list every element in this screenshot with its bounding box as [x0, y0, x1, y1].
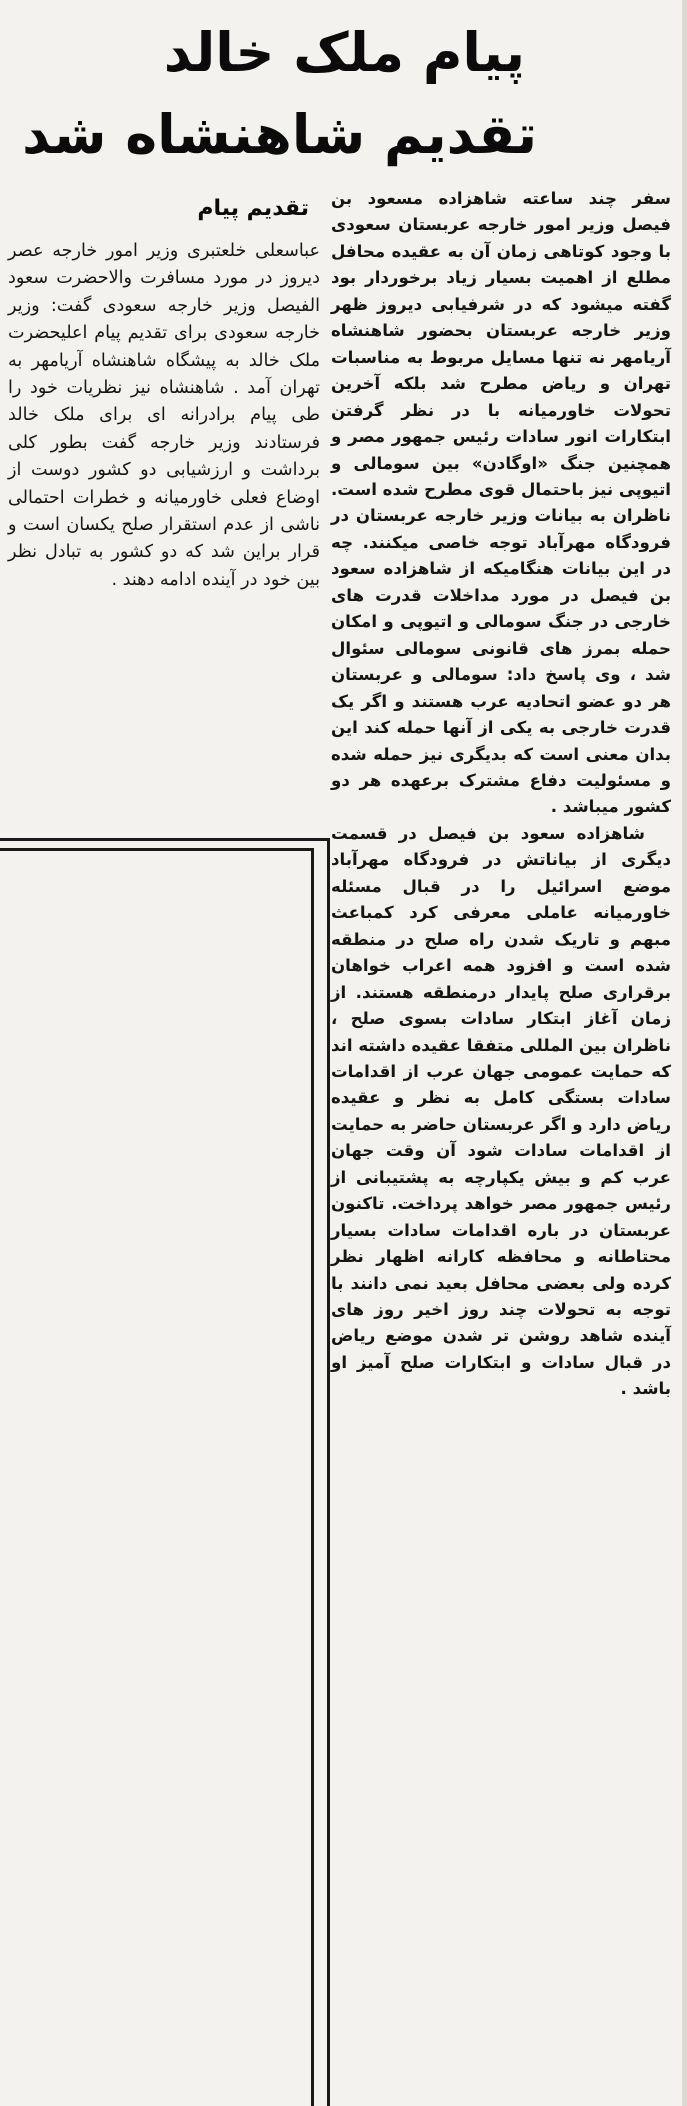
- main-article-column: [331, 186, 671, 1403]
- main-article-paragraph-2: شاهزاده سعود بن فیصل در قسمت دیگری از بیاناتش در فرودگاه مهرآباد موضع اسرائیل را در قبال مسئله خاورمیانه عاملی معرفی کرد کمباعث مبهم و تاریک شدن راه صلح در منطقه شده است و افزود همه اعراب خواهان برقراری صلح پایدار درمنطقه هستند. از زمان آغاز ابتکار سادات بسوی صلح ، ناظران بین المللی متفقا عقیده داشته اند که حمایت عمومی جهان عرب از اقدامات سادات بستگی کامل به نظر و عقیده ریاض دارد و اگر عربستان حاضر به حمایت از اقدامات سادات شود آن وقت جهان عرب کم و بیش یکپارچه به پشتیبانی از رئیس جمهور مصر خواهد پرداخت. تاکنون عربستان در باره اقدامات سادات بسیار محتاطانه و محافظه کارانه اظهار نظر کرده ولی بعضی محافل بعید نمی دانند با توجه به تحولات چند روز اخیر روز های آینده شاهد روشن تر شدن موضع ریاض در قبال سادات و ابتکارات صلح آمیز او باشد .: [331, 823, 671, 1399]
- column-divider: [327, 838, 330, 2106]
- main-article-paragraph-1: سفر چند ساعته شاهزاده مسعود بن فیصل وزیر امور خارجه عربستان سعودی با وجود کوتاهی زمان آن به عقیده محافل مطلع از اهمیت بسیار زیاد برخوردار بود گفته میشود که در شرفیابی دیروز ظهر وزیر خارجه عربستان بحضور شاهنشاه آریامهر نه تنها مسایل مربوط به مناسبات تهران و ریاض مطرح شد بلکه آخرین تحولات خاورمیانه با در نظر گرفتن ابتکارات انور سادات رئیس جمهور مصر و همچنین جنگ «اوگادن» بین سومالی و اتیوپی نیز باحتمال قوی مطرح شده است. ناظران به بیانات وزیر خارجه عربستان در فرودگاه مهرآباد توجه خاصی میکنند. چه در این بیانات هنگامیکه از شاهزاده سعود بن فیصل در مورد مداخلات قدرت های خارجی در جنگ سومالی و اتیوپی و امکان حمله بمرز های قانونی سومالی سئوال شد ، وی پاسخ داد: سومالی و عربستان هر دو عضو اتحادیه عرب هستند و اگر یک قدرت خارجی به یکی از آنها حمله کند این بدان معنی است که بدیگری نیز حمله شده و مسئولیت دفاع مشترک برعهده هر دو کشور میباشد .: [331, 189, 671, 817]
- box-top-rule: [0, 838, 330, 841]
- side-article-column: [8, 238, 320, 594]
- headline-line-2: تقدیم شاهنشاه شد: [22, 103, 537, 166]
- side-article-subhead: تقدیم پیام: [197, 196, 309, 221]
- side-article-body: عباسعلی خلعتبری وزیر امور خارجه عصر دیروز در مورد مسافرت والاحضرت سعود الفیصل وزیر خارجه سعودی گفت: وزیر خارجه سعودی برای تقدیم پیام اعلیحضرت ملک خالد به پیشگاه شاهنشاه آریامهر به تهران آمد . شاهنشاه نیز نظریات خود را طی پیام برادرانه ای برای ملک خالد فرستادند وزیر خارجه گفت بطور کلی برداشت و ارزشیابی دو کشور دوست از اوضاع فعلی خاورمیانه و خطرات احتمالی ناشی از عدم استقرار صلح یکسان است و قرار براین شد که دو کشور به تبادل نظر بین خود در آینده ادامه دهند .: [8, 241, 320, 590]
- headline-line-1: پیام ملک خالد: [163, 21, 525, 84]
- page-edge: [682, 0, 687, 2106]
- empty-box-frame: [0, 848, 314, 2106]
